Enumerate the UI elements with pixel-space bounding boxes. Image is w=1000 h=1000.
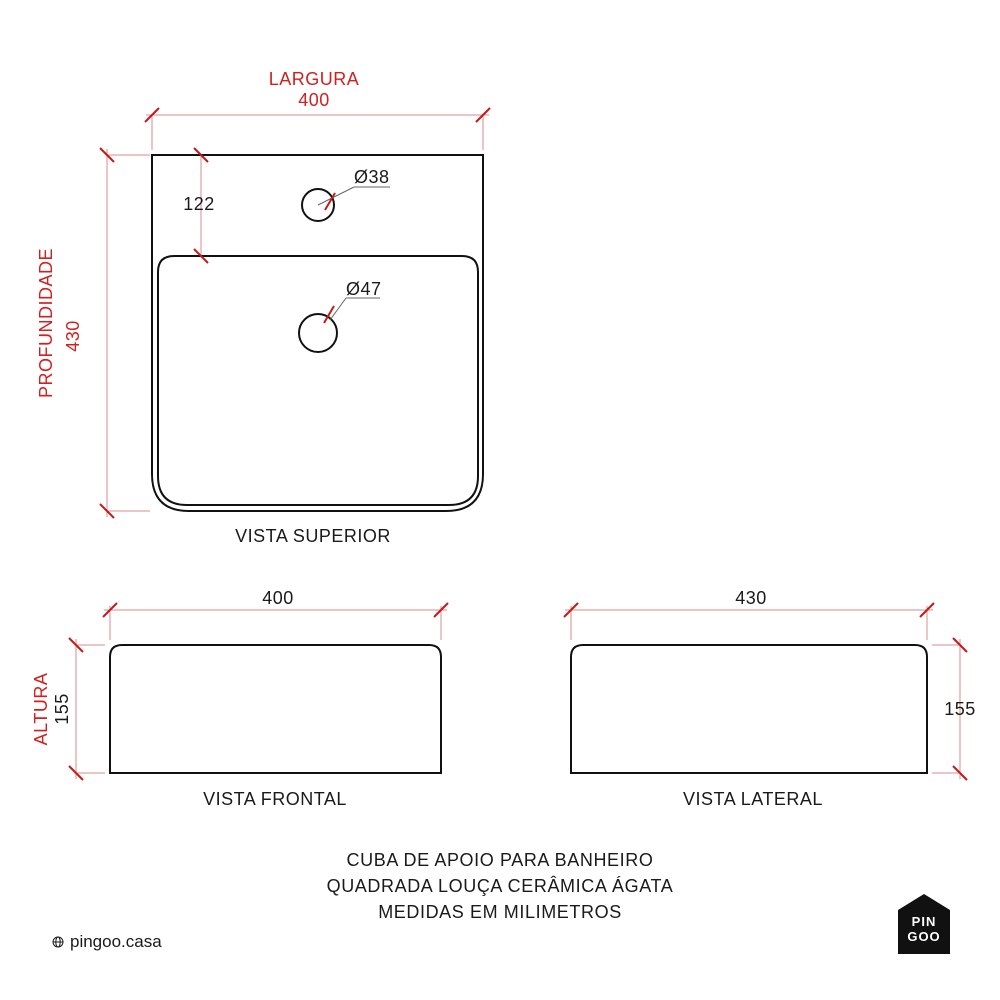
side-height-value: 155 — [944, 699, 976, 719]
side-view-outline — [571, 645, 927, 773]
side-view — [564, 588, 976, 809]
globe-icon — [52, 936, 64, 948]
depth-dimension — [100, 148, 150, 518]
bowl-outline — [158, 256, 478, 505]
logo-line-2: GOO — [907, 929, 941, 944]
width-label: LARGURA — [268, 69, 360, 89]
front-height-value: 155 — [52, 693, 72, 725]
brand-logo — [898, 894, 950, 954]
depth-label: PROFUNDIDADE — [36, 247, 56, 399]
front-width-value: 400 — [262, 588, 294, 608]
description-line-1: CUBA DE APOIO PARA BANHEIRO — [346, 850, 654, 870]
front-view-title: VISTA FRONTAL — [203, 789, 347, 809]
top-view — [36, 69, 490, 546]
site-url: pingoo.casa — [70, 932, 162, 951]
description — [0, 847, 1000, 925]
drain-hole-diameter: Ø47 — [346, 279, 382, 299]
description-line-3: MEDIDAS EM MILIMETROS — [378, 902, 622, 922]
width-value: 400 — [298, 90, 330, 110]
width-dimension — [145, 108, 490, 150]
height-label: ALTURA — [31, 672, 51, 746]
side-depth-value: 430 — [735, 588, 767, 608]
logo-line-1: PIN — [911, 914, 937, 929]
depth-value: 430 — [63, 320, 83, 352]
top-view-title: VISTA SUPERIOR — [235, 526, 391, 546]
drain-hole — [299, 314, 337, 352]
site-link[interactable] — [52, 932, 162, 952]
offset-value: 122 — [183, 194, 215, 214]
description-line-2: QUADRADA LOUÇA CERÂMICA ÁGATA — [326, 876, 674, 896]
tap-hole-diameter: Ø38 — [354, 167, 390, 187]
front-view-outline — [110, 645, 441, 773]
logo-text — [898, 914, 950, 944]
front-view — [31, 588, 448, 809]
side-view-title: VISTA LATERAL — [683, 789, 823, 809]
